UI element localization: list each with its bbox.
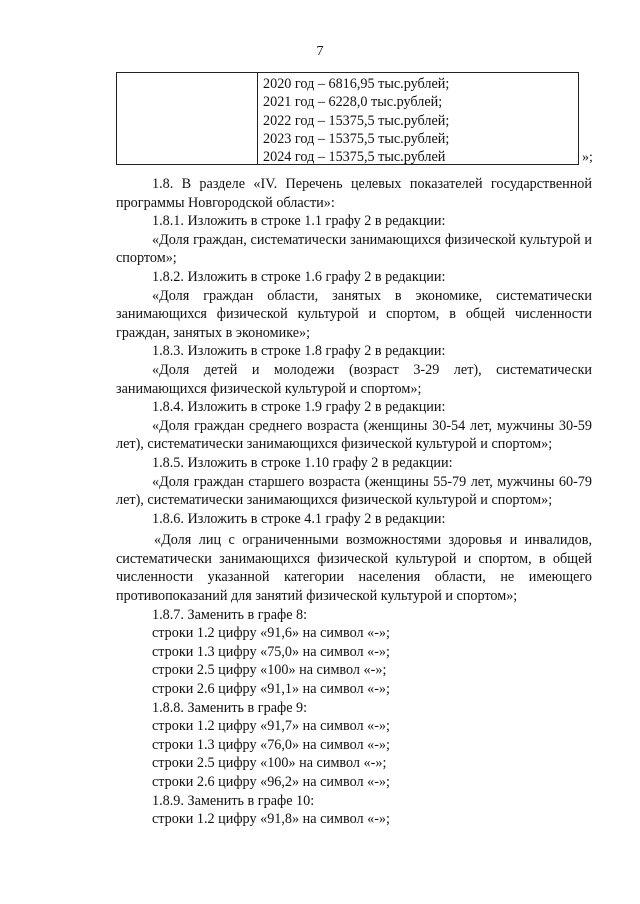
- budget-line: 2024 год – 15375,5 тыс.рублей: [263, 149, 446, 166]
- paragraph-quote: «Доля лиц с ограниченными возможностями здоровья и инвалидов, систематически занимающихся физической культурой и спортом, в общей численности указанной категории населения области, не имеющего противопоказаний для занятий физической культурой и спортом»;: [116, 532, 592, 605]
- replacement-line: строки 2.5 цифру «100» на символ «-»;: [152, 662, 387, 679]
- budget-line: 2021 год – 6228,0 тыс.рублей;: [263, 94, 443, 111]
- replacement-line: строки 2.6 цифру «91,1» на символ «-»;: [152, 681, 390, 698]
- replacement-line: строки 2.6 цифру «96,2» на символ «-»;: [152, 774, 390, 790]
- paragraph-item-1-8-6: 1.8.6. Изложить в строке 4.1 графу 2 в редакции:: [152, 510, 446, 527]
- paragraph-quote: «Доля граждан области, занятых в экономике, систематически занимающихся физической культурой и спортом, в общей численности граждан, занятых в экономике»;: [116, 287, 592, 341]
- replacement-line: строки 1.2 цифру «91,8» на символ «-»;: [152, 811, 390, 828]
- replacement-line: строки 1.2 цифру «91,7» на символ «-»;: [152, 718, 390, 735]
- table-closing-quote: »;: [582, 150, 593, 165]
- paragraph-item-1-8-4: 1.8.4. Изложить в строке 1.9 графу 2 в редакции:: [152, 399, 446, 416]
- replacement-line: строки 1.3 цифру «76,0» на символ «-»;: [152, 736, 390, 753]
- replacement-line: строки 1.3 цифру «75,0» на символ «-»;: [152, 643, 390, 660]
- paragraph-item-1-8-7: 1.8.7. Заменить в графе 8:: [152, 606, 308, 623]
- paragraph-quote: «Доля граждан, систематически занимающихся физической культурой и спортом»;: [116, 231, 592, 267]
- replacement-line: строки 2.5 цифру «100» на символ «-»;: [152, 755, 387, 772]
- replacement-line: строки 1.2 цифру «91,6» на символ «-»;: [152, 625, 390, 642]
- paragraph-quote: «Доля граждан среднего возраста (женщины 30-54 лет, мужчины 30-59 лет), систематически занимающихся физической культурой и спортом»;: [116, 417, 592, 453]
- paragraph-item-1-8-8: 1.8.8. Заменить в графе 9:: [152, 699, 308, 716]
- page-number: 7: [316, 44, 324, 59]
- paragraph-quote: «Доля детей и молодежи (возраст 3-29 лет), систематически занимающихся физической культурой и спортом»;: [116, 361, 592, 397]
- paragraph-item-1-8-5: 1.8.5. Изложить в строке 1.10 графу 2 в редакции:: [152, 454, 453, 471]
- budget-line: 2020 год – 6816,95 тыс.рублей;: [263, 76, 450, 92]
- paragraph-item-1-8-1: 1.8.1. Изложить в строке 1.1 графу 2 в редакции:: [152, 213, 446, 230]
- paragraph-item-1-8-9: 1.8.9. Заменить в графе 10:: [152, 792, 315, 809]
- paragraph-section-1-8: 1.8. В разделе «IV. Перечень целевых показателей государственной программы Новгородской области»:: [116, 176, 592, 211]
- paragraph-quote: «Доля граждан старшего возраста (женщины 55-79 лет, мужчины 60-79 лет), систематически занимающихся физической культурой и спортом»;: [116, 473, 592, 509]
- paragraph-item-1-8-3: 1.8.3. Изложить в строке 1.8 графу 2 в редакции:: [152, 343, 446, 360]
- budget-line: 2023 год – 15375,5 тыс.рублей;: [263, 130, 450, 147]
- paragraph-item-1-8-2: 1.8.2. Изложить в строке 1.6 графу 2 в редакции:: [152, 268, 446, 285]
- table-column-divider: [257, 73, 258, 164]
- budget-table: [116, 72, 579, 165]
- budget-cell: [263, 75, 449, 166]
- budget-line: 2022 год – 15375,5 тыс.рублей;: [263, 112, 450, 129]
- document-body: [116, 175, 592, 829]
